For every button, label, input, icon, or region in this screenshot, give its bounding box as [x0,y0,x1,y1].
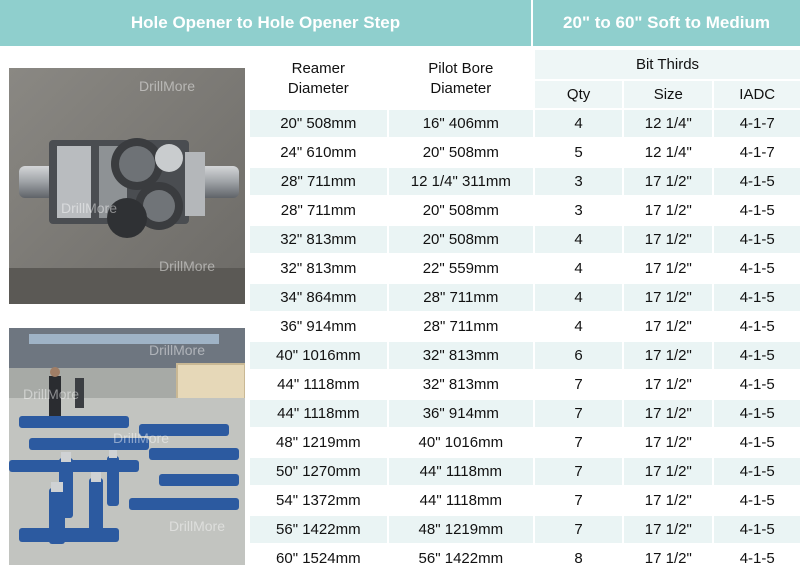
cell-iadc: 4-1-5 [714,255,800,284]
table-row [250,458,800,487]
cell-reamer: 54" 1372mm [250,487,389,516]
cell-qty: 7 [535,371,624,400]
cell-size: 17 1/2" [624,458,714,487]
cell-reamer: 36" 914mm [250,313,389,342]
cell-qty: 8 [535,545,624,574]
cell-reamer: 44" 1118mm [250,371,389,400]
col-header-reamer [250,50,389,110]
cell-size: 17 1/2" [624,429,714,458]
col-header-reamer-label: Reamer Diameter [287,60,349,97]
cell-pilot: 32" 813mm [389,371,535,400]
warehouse-photo [9,328,245,565]
table-row [250,226,800,255]
header-bar [0,0,800,46]
cell-reamer: 48" 1219mm [250,429,389,458]
cell-iadc: 4-1-5 [714,545,800,574]
cell-reamer: 60" 1524mm [250,545,389,574]
cell-reamer: 32" 813mm [250,255,389,284]
cell-pilot: 16" 406mm [389,110,535,139]
cell-pilot: 36" 914mm [389,400,535,429]
cell-size: 12 1/4" [624,110,714,139]
col-header-qty: Qty [535,81,624,110]
cell-qty: 7 [535,400,624,429]
cell-size: 17 1/2" [624,342,714,371]
cell-pilot: 48" 1219mm [389,516,535,545]
table-row [250,429,800,458]
cell-pilot: 22" 559mm [389,255,535,284]
cell-iadc: 4-1-5 [714,487,800,516]
cell-pilot: 20" 508mm [389,197,535,226]
watermark-text: DrillMore [159,258,215,274]
cell-size: 17 1/2" [624,487,714,516]
cell-size: 17 1/2" [624,371,714,400]
cell-pilot: 44" 1118mm [389,487,535,516]
cell-iadc: 4-1-5 [714,429,800,458]
cell-iadc: 4-1-5 [714,313,800,342]
cell-iadc: 4-1-5 [714,284,800,313]
cell-pilot: 44" 1118mm [389,458,535,487]
cell-pilot: 20" 508mm [389,139,535,168]
cell-reamer: 56" 1422mm [250,516,389,545]
cell-qty: 4 [535,284,624,313]
cell-size: 17 1/2" [624,168,714,197]
cell-size: 17 1/2" [624,226,714,255]
cell-iadc: 4-1-5 [714,168,800,197]
cell-reamer: 44" 1118mm [250,400,389,429]
cell-qty: 4 [535,226,624,255]
watermark-text: DrillMore [113,430,169,446]
hole-opener-photo [9,68,245,304]
cell-pilot: 20" 508mm [389,226,535,255]
table-row [250,342,800,371]
cell-iadc: 4-1-5 [714,516,800,545]
cell-reamer: 50" 1270mm [250,458,389,487]
cell-reamer: 40" 1016mm [250,342,389,371]
cell-qty: 4 [535,255,624,284]
cell-qty: 7 [535,458,624,487]
table-row [250,197,800,226]
cell-qty: 6 [535,342,624,371]
header-title-right: 20" to 60" Soft to Medium [563,13,770,32]
cell-reamer: 28" 711mm [250,197,389,226]
cell-qty: 4 [535,110,624,139]
cell-pilot: 28" 711mm [389,313,535,342]
cell-qty: 3 [535,168,624,197]
col-header-pilot-label: Pilot Bore Diameter [428,60,494,97]
col-header-size: Size [624,81,714,110]
table-row [250,400,800,429]
cell-iadc: 4-1-5 [714,400,800,429]
cell-reamer: 24" 610mm [250,139,389,168]
cell-pilot: 40" 1016mm [389,429,535,458]
cell-qty: 7 [535,516,624,545]
watermark-text: DrillMore [139,78,195,94]
cell-reamer: 28" 711mm [250,168,389,197]
table-row [250,168,800,197]
col-header-pilot [389,50,535,110]
cell-reamer: 34" 864mm [250,284,389,313]
cell-qty: 4 [535,313,624,342]
watermark-text: DrillMore [23,386,79,402]
cell-iadc: 4-1-7 [714,110,800,139]
cell-qty: 7 [535,487,624,516]
watermark-text: DrillMore [149,342,205,358]
table-row [250,371,800,400]
cell-pilot: 56" 1422mm [389,545,535,574]
table-row [250,487,800,516]
table-row [250,284,800,313]
cell-iadc: 4-1-5 [714,226,800,255]
cell-qty: 7 [535,429,624,458]
cell-pilot: 32" 813mm [389,342,535,371]
cell-qty: 3 [535,197,624,226]
cell-iadc: 4-1-7 [714,139,800,168]
header-title-left: Hole Opener to Hole Opener Step [0,0,533,46]
watermark-text: DrillMore [169,518,225,534]
cell-size: 12 1/4" [624,139,714,168]
cell-pilot: 12 1/4" 311mm [389,168,535,197]
cell-iadc: 4-1-5 [714,458,800,487]
cell-size: 17 1/2" [624,255,714,284]
table-row [250,110,800,139]
table-row [250,139,800,168]
cell-size: 17 1/2" [624,197,714,226]
cell-size: 17 1/2" [624,545,714,574]
cell-size: 17 1/2" [624,284,714,313]
col-header-iadc: IADC [714,81,800,110]
cell-iadc: 4-1-5 [714,371,800,400]
table-row [250,545,800,574]
cell-size: 17 1/2" [624,516,714,545]
col-group-bit-thirds: Bit Thirds [535,50,800,81]
table-row [250,313,800,342]
table-row [250,255,800,284]
cell-iadc: 4-1-5 [714,342,800,371]
cell-reamer: 32" 813mm [250,226,389,255]
watermark-text: DrillMore [61,200,117,216]
cell-pilot: 28" 711mm [389,284,535,313]
cell-size: 17 1/2" [624,400,714,429]
spec-table [250,50,800,574]
table-row [250,516,800,545]
cell-iadc: 4-1-5 [714,197,800,226]
cell-qty: 5 [535,139,624,168]
cell-size: 17 1/2" [624,313,714,342]
cell-reamer: 20" 508mm [250,110,389,139]
